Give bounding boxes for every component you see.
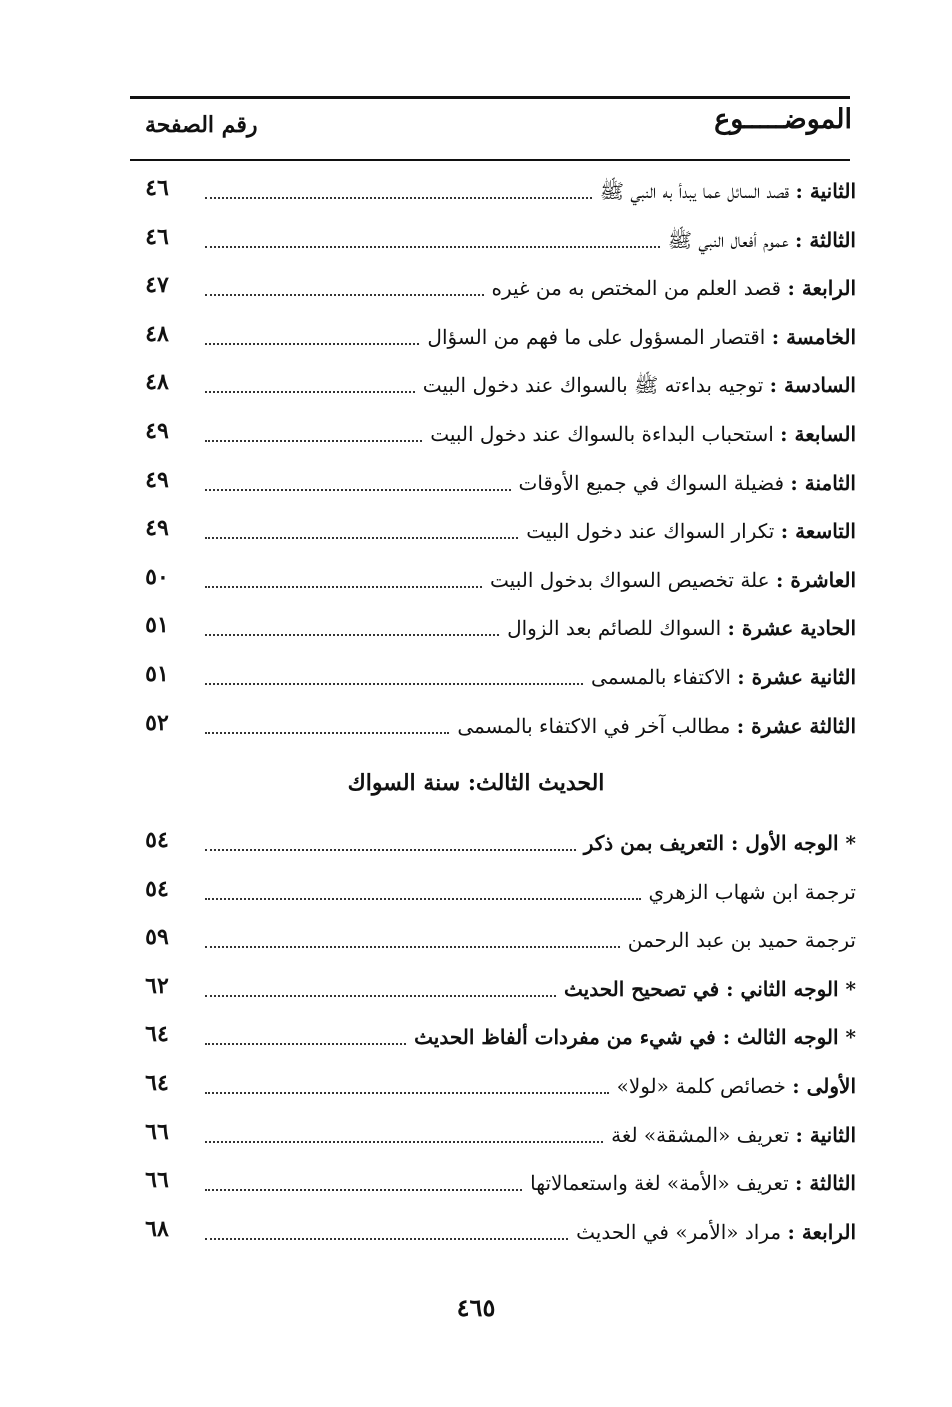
toc-entry-page: ٦٨ — [145, 1215, 169, 1242]
toc-entry-label: الثانية : — [795, 1122, 856, 1147]
dot-leader — [205, 1037, 406, 1045]
toc-entry-title — [205, 607, 856, 643]
toc-entry-page: ٤٩ — [145, 515, 169, 542]
toc-entry-text: التعريف بمن ذكر — [583, 831, 725, 855]
toc-entry[interactable] — [0, 170, 952, 206]
toc-entry-label: الخامسة : — [771, 324, 856, 349]
dot-leader — [205, 940, 620, 948]
toc-entry-title — [205, 364, 856, 400]
toc-entry-page: ٦٤ — [145, 1021, 169, 1048]
toc-entry-text: قصد السائل عما يبدأ به النبي ﷺ — [599, 179, 790, 203]
toc-entry-title — [205, 1065, 856, 1101]
column-header-topic: الموضـــــوع — [714, 104, 852, 135]
top-rule — [130, 96, 850, 99]
dot-leader — [205, 989, 556, 997]
toc-entry-page: ٥٢ — [145, 709, 169, 736]
page-number: ٤٦٥ — [456, 1293, 496, 1322]
dot-leader — [205, 240, 660, 248]
toc-entry[interactable] — [0, 871, 952, 907]
toc-entry[interactable] — [0, 510, 952, 546]
toc-entry-text: مراد «الأمر» في الحديث — [576, 1219, 782, 1244]
toc-entry[interactable] — [0, 1211, 952, 1247]
toc-entry-page: ٤٩ — [145, 418, 169, 444]
toc-entry-text: ترجمة ابن شهاب الزهري — [648, 879, 856, 904]
toc-entry-title — [205, 1211, 856, 1247]
toc-entry-text: قصد العلم من المختص به من غيره — [491, 276, 782, 301]
toc-entry[interactable] — [0, 219, 952, 255]
toc-entry-text: تعريف «المشقة» لغة — [611, 1122, 790, 1147]
header-rule — [130, 159, 850, 161]
toc-entry[interactable] — [0, 316, 952, 352]
toc-entry-page: ٤٨ — [145, 369, 169, 396]
toc-entry[interactable] — [0, 1162, 952, 1198]
toc-entry-page: ٦٦ — [145, 1118, 169, 1145]
toc-entry[interactable] — [0, 1114, 952, 1150]
toc-entry-text: مطالب آخر في الاكتفاء بالمسمى — [457, 713, 731, 738]
dot-leader — [205, 1232, 568, 1240]
toc-entry-page: ٦٦ — [145, 1167, 169, 1194]
toc-entry-text: علة تخصيص السواك بدخول البيت — [490, 567, 770, 592]
toc-entry-title — [205, 267, 856, 303]
dot-leader — [205, 892, 641, 900]
toc-entry-title — [205, 413, 856, 449]
dot-leader — [205, 726, 449, 734]
dot-leader — [205, 434, 422, 442]
toc-entry-page: ٤٦ — [145, 175, 169, 201]
toc-entry-page: ٤٧ — [145, 272, 169, 299]
toc-entry[interactable] — [0, 656, 952, 692]
toc-entry-label: السابعة : — [780, 422, 856, 446]
toc-entry-label: الأولى : — [792, 1074, 856, 1098]
toc-entry-text: في تصحيح الحديث — [564, 976, 720, 1001]
toc-entry-page: ٤٩ — [145, 466, 169, 493]
toc-entry[interactable] — [0, 919, 952, 955]
toc-entry-title — [205, 822, 856, 858]
toc-entry[interactable] — [0, 705, 952, 741]
column-header-page-number: رقم الصفحة — [145, 112, 258, 138]
toc-entry[interactable] — [0, 267, 952, 303]
toc-entry-page: ٥١ — [145, 612, 169, 639]
toc-entry-title — [205, 1016, 856, 1052]
toc-entry-label: الحادية عشرة : — [727, 616, 856, 641]
dot-leader — [205, 483, 511, 491]
toc-entry-page: ٥١ — [145, 661, 169, 687]
toc-entry-page: ٦٢ — [145, 972, 169, 999]
toc-entry[interactable] — [0, 607, 952, 643]
toc-entry[interactable] — [0, 559, 952, 595]
toc-entry-text: الاكتفاء بالمسمى — [591, 665, 731, 689]
toc-entry-page: ٤٨ — [145, 320, 169, 347]
toc-entry[interactable] — [0, 968, 952, 1004]
dot-leader — [205, 385, 415, 393]
toc-entry-title — [205, 705, 856, 741]
dot-leader — [205, 677, 583, 685]
toc-entry-title — [205, 919, 856, 955]
toc-entry-text: توجيه بداءته ﷺ بالسواك عند دخول البيت — [422, 373, 764, 398]
toc-entry-label: الثالثة عشرة : — [736, 713, 856, 738]
toc-entry-page: ٥٤ — [145, 875, 169, 902]
toc-entry-page: ٥٩ — [145, 924, 169, 951]
toc-entry-text: السواك للصائم بعد الزوال — [507, 616, 722, 641]
dot-leader — [205, 1183, 522, 1191]
toc-entry-label: الثانية عشرة : — [737, 665, 856, 689]
toc-entry-label: * الوجه الثالث : — [722, 1025, 856, 1050]
toc-entry-text: في شيء من مفردات ألفاظ الحديث — [414, 1025, 716, 1050]
toc-entry-text: عموم أفعال النبي ﷺ — [667, 227, 789, 252]
toc-entry-page: ٦٤ — [145, 1070, 169, 1096]
toc-entry-label: الثامنة : — [790, 470, 856, 495]
toc-entry-text: تكرار السواك عند دخول البيت — [526, 519, 775, 544]
toc-entry[interactable] — [0, 1016, 952, 1052]
toc-entry-label: الثانية : — [795, 179, 856, 203]
toc-entry-title — [205, 559, 856, 595]
dot-leader — [205, 288, 484, 296]
dot-leader — [205, 843, 576, 851]
toc-entry-page: ٥٠ — [145, 563, 169, 590]
toc-entry-title — [205, 170, 856, 206]
toc-entry-text: تعريف «الأمة» لغة واستعمالاتها — [530, 1171, 789, 1196]
toc-entry-label: * الوجه الأول : — [731, 831, 856, 855]
toc-entry[interactable] — [0, 822, 952, 858]
toc-entry-text: استحباب البداءة بالسواك عند دخول البيت — [430, 422, 774, 446]
toc-entry-title — [205, 219, 856, 255]
dot-leader — [205, 580, 482, 588]
toc-entry-text: فضيلة السواك في جميع الأوقات — [518, 470, 785, 495]
toc-entry-label: الثالثة : — [795, 1171, 856, 1196]
toc-entry-page: ٥٤ — [145, 827, 169, 853]
toc-entry-title — [205, 1114, 856, 1150]
section-heading: الحديث الثالث: سنة السواك — [347, 770, 605, 796]
toc-entry[interactable] — [0, 1065, 952, 1101]
dot-leader — [205, 337, 419, 345]
toc-entry-title — [205, 871, 856, 907]
dot-leader — [205, 531, 518, 539]
toc-entry-text: اقتصار المسؤول على ما فهم من السؤال — [427, 324, 766, 349]
dot-leader — [205, 628, 499, 636]
toc-entry-text: خصائص كلمة «لولا» — [616, 1074, 786, 1098]
toc-entry[interactable] — [0, 413, 952, 449]
toc-entry-label: التاسعة : — [780, 519, 856, 544]
toc-entry-title — [205, 316, 856, 352]
toc-entry-label: الرابعة : — [787, 276, 856, 301]
dot-leader — [205, 191, 592, 199]
dot-leader — [205, 1086, 609, 1094]
toc-entry-title — [205, 462, 856, 498]
toc-entry-label: السادسة : — [769, 373, 856, 398]
toc-entry-title — [205, 1162, 856, 1198]
toc-entry-title — [205, 968, 856, 1004]
toc-entry-label: العاشرة : — [775, 567, 856, 592]
toc-entry[interactable] — [0, 364, 952, 400]
toc-entry-label: * الوجه الثاني : — [726, 976, 856, 1001]
toc-entry-title — [205, 656, 856, 692]
toc-entry-text: ترجمة حميد بن عبد الرحمن — [627, 928, 856, 953]
toc-entry[interactable] — [0, 462, 952, 498]
toc-entry-label: الرابعة : — [787, 1219, 856, 1244]
dot-leader — [205, 1135, 603, 1143]
toc-entry-title — [205, 510, 856, 546]
toc-entry-page: ٤٦ — [145, 223, 169, 250]
toc-entry-label: الثالثة : — [795, 227, 856, 252]
